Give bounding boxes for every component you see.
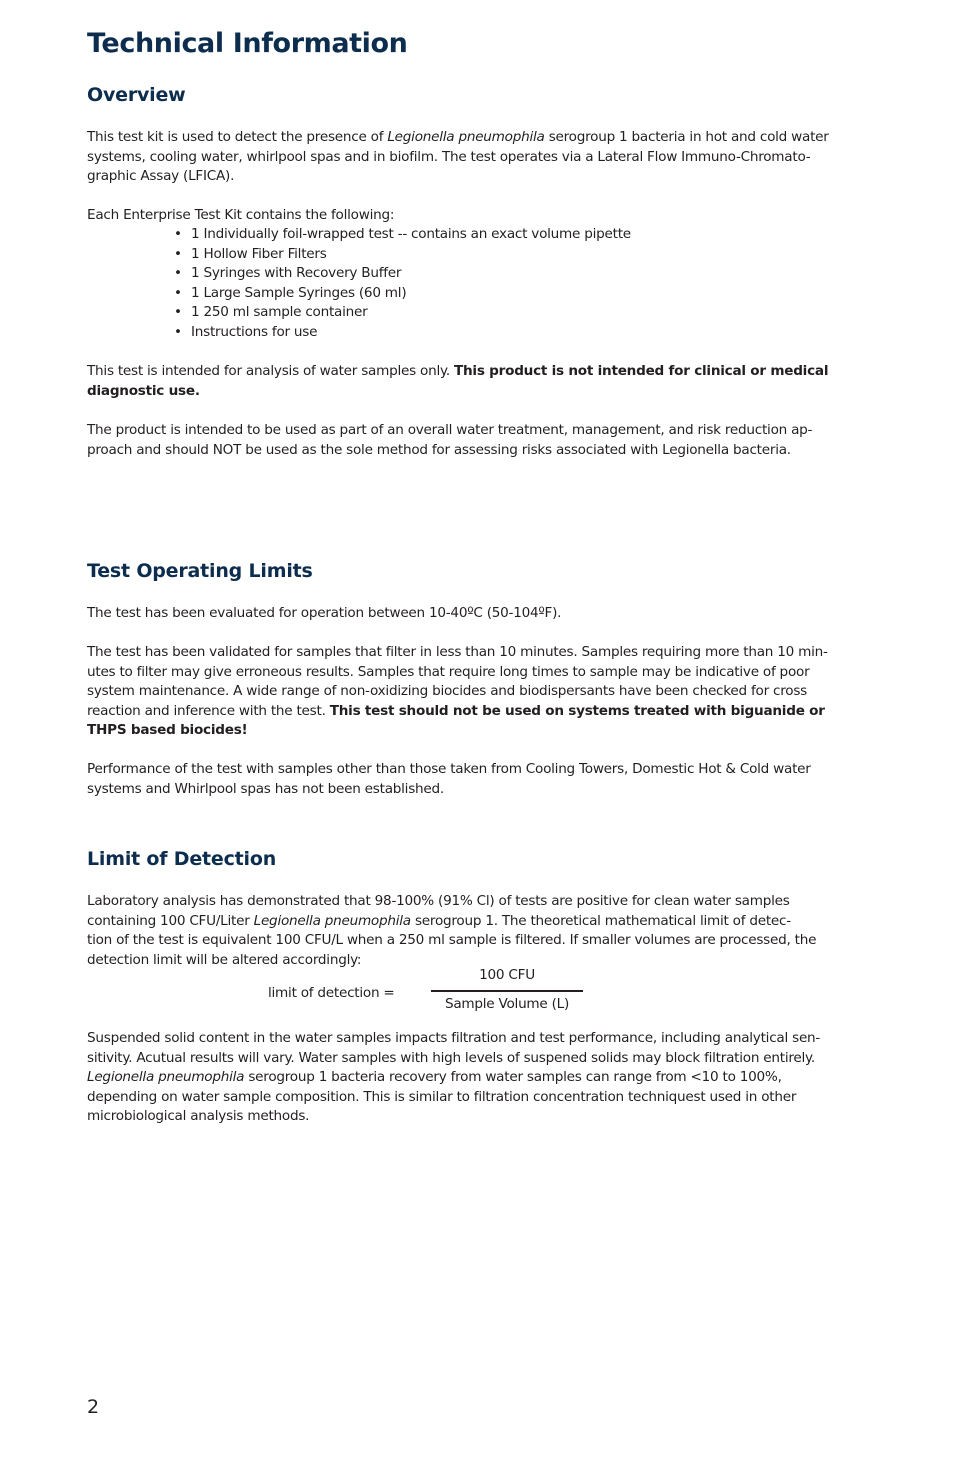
overview-paragraph-1 xyxy=(87,128,869,187)
list-item: • 1 Syringes with Recovery Buffer xyxy=(174,264,631,284)
text-line: The test has been evaluated for operation between 10-40ºC (50-104ºF). xyxy=(87,605,562,621)
text-line xyxy=(87,362,869,382)
list-item: • Instructions for use xyxy=(174,323,631,343)
text-run: serogroup 1 bacteria in hot and cold water xyxy=(544,129,829,145)
text-line: The test has been validated for samples that filter in less than 10 minutes. Samples requiring more than 10 min- xyxy=(87,644,828,660)
list-item: • 1 Individually foil-wrapped test -- contains an exact volume pipette xyxy=(174,225,631,245)
list-item: • 1 Large Sample Syringes (60 ml) xyxy=(174,284,631,304)
warning-text: This product is not intended for clinical or medical xyxy=(453,363,829,379)
formula-denominator: Sample Volume (L) xyxy=(444,996,570,1012)
species-name: Legionella pneumophila xyxy=(87,1069,245,1085)
kit-intro xyxy=(87,206,869,226)
text-line: utes to filter may give erroneous results. Samples that require long times to sample may be indicative of poor xyxy=(87,663,810,680)
list-item: • 1 250 ml sample container xyxy=(174,303,631,323)
text-line: Performance of the test with samples other than those taken from Cooling Towers, Domestic Hot & Cold water xyxy=(87,761,811,777)
detection-paragraph-1 xyxy=(87,892,869,970)
operating-limits-heading: Test Operating Limits xyxy=(87,560,313,582)
text-line: systems, cooling water, whirlpool spas and in biofilm. The test operates via a Lateral Flow Immuno-Chromato- xyxy=(87,148,811,165)
detection-paragraph-2 xyxy=(87,1029,869,1127)
formula-label: limit of detection = xyxy=(268,985,395,1001)
overview-paragraph-3 xyxy=(87,362,869,401)
limits-paragraph-3 xyxy=(87,760,869,799)
overview-heading: Overview xyxy=(87,84,186,106)
text-line: microbiological analysis methods. xyxy=(87,1108,310,1124)
text-line: depending on water sample composition. This is similar to filtration concentration techniquest used in other xyxy=(87,1088,797,1105)
text-run: serogroup 1 bacteria recovery from water samples can range from <10 to 100%, xyxy=(244,1069,782,1085)
text-line: Each Enterprise Test Kit contains the following: xyxy=(87,207,395,223)
text-line: tion of the test is equivalent 100 CFU/L when a 250 ml sample is filtered. If smaller volumes are processed, the xyxy=(87,932,817,948)
warning-text: This test should not be used on systems treated with biguanide or xyxy=(329,702,825,719)
text-line: sitivity. Acutual results will vary. Water samples with high levels of suspened solids may block filtration entirely. xyxy=(87,1049,815,1066)
text-line xyxy=(87,1068,869,1088)
text-run: containing 100 CFU/Liter xyxy=(87,912,254,929)
page-number: 2 xyxy=(87,1396,100,1418)
text-line: system maintenance. A wide range of non-oxidizing biocides and biodispersants have been checked for cross xyxy=(87,683,807,699)
species-name: Legionella pneumophila xyxy=(387,129,545,145)
text-line: graphic Assay (LFICA). xyxy=(87,168,235,184)
limits-paragraph-2 xyxy=(87,643,869,741)
text-run: serogroup 1. The theoretical mathematical limit of detec- xyxy=(410,912,791,929)
warning-text: diagnostic use. xyxy=(87,382,200,399)
page-title: Technical Information xyxy=(87,28,408,59)
text-line: detection limit will be altered accordingly: xyxy=(87,951,362,968)
text-line: proach and should NOT be used as the sole method for assessing risks associated with Legionella bacteria. xyxy=(87,441,791,458)
text-line xyxy=(87,702,869,722)
text-line xyxy=(87,912,869,932)
limits-paragraph-1 xyxy=(87,604,869,624)
text-line xyxy=(87,128,869,148)
overview-paragraph-4 xyxy=(87,421,869,460)
text-line: Laboratory analysis has demonstrated that 98-100% (91% Cl) of tests are positive for clean water samples xyxy=(87,893,790,909)
text-run: This test kit is used to detect the presence of xyxy=(87,129,388,145)
text-run: reaction and inference with the test. xyxy=(87,702,330,719)
species-name: Legionella pneumophila xyxy=(253,912,411,929)
list-item: • 1 Hollow Fiber Filters xyxy=(174,245,631,265)
warning-text: THPS based biocides! xyxy=(87,722,248,738)
detection-limit-heading: Limit of Detection xyxy=(87,848,277,870)
text-line: systems and Whirlpool spas has not been established. xyxy=(87,780,444,797)
formula-numerator: 100 CFU xyxy=(479,967,535,983)
kit-contents-list xyxy=(174,225,631,342)
text-line: Suspended solid content in the water samples impacts filtration and test performance, including analytical sen- xyxy=(87,1030,821,1046)
text-line: The product is intended to be used as part of an overall water treatment, management, and risk reduction ap- xyxy=(87,422,813,438)
text-run: This test is intended for analysis of water samples only. xyxy=(87,363,454,379)
fraction-bar xyxy=(431,990,583,992)
